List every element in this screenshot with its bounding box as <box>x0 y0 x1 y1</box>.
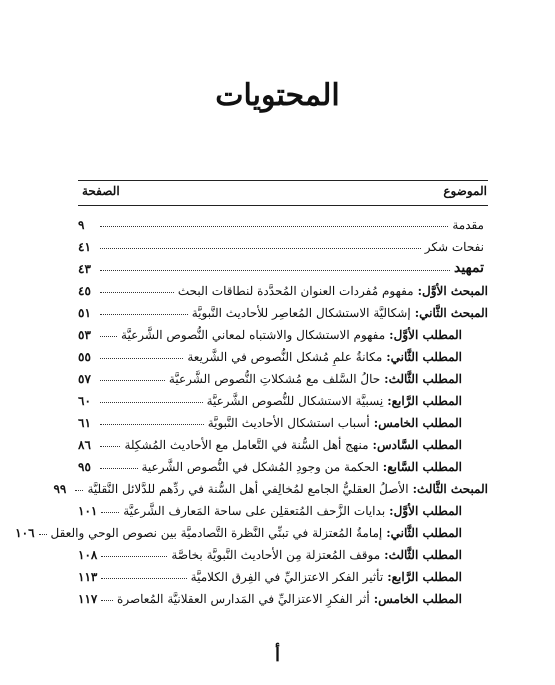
toc-entry-page: ٨٦ <box>78 438 91 452</box>
toc-entry-page: ٥٥ <box>78 350 91 364</box>
toc-entry[interactable] <box>78 232 488 254</box>
toc-entry-title: الحكمة من وجودِ المُشكل في النُّصوص الشَّرعية <box>141 460 379 474</box>
toc-entry-page: ٥٧ <box>78 372 91 386</box>
dot-leader <box>75 490 83 491</box>
toc-entry-title: تمهيد <box>453 260 484 276</box>
dot-leader <box>39 534 47 535</box>
dot-leader <box>100 226 448 227</box>
toc-entry-label: المبحث الأوَّل: <box>417 284 488 298</box>
toc-entry-label: المطلب الخامس: <box>373 416 462 430</box>
toc-entry-title: نِسبيَّة الاستشكال للنُّصوص الشَّرعيَّة <box>206 394 384 408</box>
toc-entry-label: المطلب الأوَّل: <box>389 328 462 342</box>
topic-column-header: الموضوع <box>443 184 487 198</box>
toc-entry[interactable] <box>78 562 488 584</box>
toc-entry-label: المطلب الأوَّل: <box>389 504 462 518</box>
toc-entry[interactable] <box>53 474 488 496</box>
dot-leader <box>101 556 167 557</box>
toc-entry-page: ٦٠ <box>78 394 91 408</box>
toc-entry-title: مقدمة <box>452 218 484 232</box>
dot-leader <box>100 248 421 249</box>
toc-entry-label: المطلب الثَّالث: <box>384 372 462 386</box>
toc-entry-title: الأصلُ العقليُّ الجامع لمُخالِفي أهل السُّنة في ردِّهم للدَّلائل النَّقليَّة <box>87 482 409 496</box>
toc-entry-title: مفهوم مُفردات العنوان المُحدَّدة لنطاقات البحث <box>177 284 414 298</box>
toc-entry[interactable] <box>78 254 488 276</box>
toc-entry-title: حالُ السَّلف مع مُشكلاتِ النُّصوص الشَّرعيَّة <box>168 372 381 386</box>
toc-entry-label: المطلب السَّادس: <box>372 438 462 452</box>
dot-leader <box>100 336 117 337</box>
toc-entry-page: ١١٣ <box>78 570 98 584</box>
toc-entry-title: موقف المُعتزلة مِن الأحاديث النَّبويَّة بخاصَّة <box>171 548 381 562</box>
toc-entry-title: أسباب استشكال الأحاديث النَّبويَّة <box>207 416 370 430</box>
dot-leader <box>101 600 113 601</box>
toc-entry[interactable] <box>78 386 488 408</box>
dot-leader <box>100 380 165 381</box>
dot-leader <box>100 402 203 403</box>
page-title: المحتويات <box>215 78 340 113</box>
toc-list <box>15 210 488 606</box>
toc-entry-label: المبحث الثَّالث: <box>412 482 488 496</box>
toc-entry-page: ١١٧ <box>78 592 98 606</box>
toc-entry-label: المطلب الرَّابع: <box>387 570 462 584</box>
toc-entry-label: المطلب الثَّالث: <box>384 548 462 562</box>
toc-entry[interactable] <box>78 430 488 452</box>
toc-entry[interactable] <box>78 342 488 364</box>
toc-entry-page: ١٠٨ <box>78 548 98 562</box>
toc-entry[interactable] <box>78 452 488 474</box>
dot-leader <box>100 292 174 293</box>
toc-entry-page: ٥١ <box>78 306 91 320</box>
dot-leader <box>100 270 450 271</box>
dot-leader <box>100 424 204 425</box>
toc-entry-page: ٤١ <box>78 240 91 254</box>
toc-entry-title: تأثير الفكر الاعتزاليِّ في الفِرق الكلاميَّة <box>190 570 384 584</box>
toc-entry-label: المطلب الخامس: <box>373 592 462 606</box>
dot-leader <box>100 314 188 315</box>
toc-entry[interactable] <box>78 276 488 298</box>
toc-entry[interactable] <box>78 298 488 320</box>
toc-entry-title: مكانةُ علمِ مُشكل النُّصوص في الشَّريعة <box>187 350 383 364</box>
header-bottom-rule <box>78 205 488 206</box>
toc-entry-page: ٩٩ <box>53 482 67 496</box>
toc-entry-page: ٩ <box>78 218 85 232</box>
toc-entry-page: ٥٣ <box>78 328 91 342</box>
toc-entry-page: ١٠٦ <box>15 526 35 540</box>
toc-entry[interactable] <box>78 408 488 430</box>
toc-entry-page: ١٠١ <box>78 504 98 518</box>
dot-leader <box>100 446 120 447</box>
toc-entry-label: المطلب الثَّاني: <box>386 350 462 364</box>
dot-leader <box>101 512 119 513</box>
header-top-rule <box>78 180 488 181</box>
toc-entry-title: أثر الفكرِ الاعتزاليِّ في المَدارس العقلانيَّة المُعاصرة <box>117 592 370 606</box>
toc-entry-page: ٩٥ <box>78 460 91 474</box>
dot-leader <box>100 358 183 359</box>
toc-entry-title: إمامةُ المُعتزلة في تبنِّي النَّظرة التَّصادميَّة بين نصوص الوحي والعقل <box>50 526 383 540</box>
toc-entry[interactable] <box>78 320 488 342</box>
page-number: أ <box>274 645 280 666</box>
toc-entry[interactable] <box>78 496 488 518</box>
toc-entry-label: المطلب الرَّابع: <box>387 394 462 408</box>
toc-entry[interactable] <box>78 364 488 386</box>
toc-entry-title: مفهوم الاستشكال والاشتباه لمعاني النُّصوص الشَّرعيَّة <box>121 328 386 342</box>
toc-entry-title: منهج أهل السُّنة في التَّعامل مع الأحاديث المُشكِلة <box>124 438 369 452</box>
toc-entry-page: ٤٥ <box>78 284 91 298</box>
dot-leader <box>101 578 186 579</box>
toc-entry-label: المطلب السَّابع: <box>382 460 462 474</box>
toc-entry-title: نفحات شكر <box>424 240 484 254</box>
toc-entry[interactable] <box>78 584 488 606</box>
toc-entry-page: ٤٣ <box>78 262 91 276</box>
toc-entry-title: بدايات الزَّحف المُتعقلِن على ساحة المَعارف الشَّرعيَّة <box>123 504 386 518</box>
toc-entry-page: ٦١ <box>78 416 91 430</box>
toc-entry[interactable] <box>15 518 488 540</box>
toc-entry[interactable] <box>78 540 488 562</box>
toc-entry[interactable] <box>78 210 488 232</box>
dot-leader <box>100 468 138 469</box>
toc-entry-label: المطلب الثَّاني: <box>386 526 462 540</box>
toc-entry-title: إشكاليَّة الاستشكال المُعاصِر للأحاديث النَّبويَّة <box>191 306 411 320</box>
page-column-header: الصفحة <box>82 184 120 198</box>
toc-entry-label: المبحث الثَّاني: <box>414 306 488 320</box>
